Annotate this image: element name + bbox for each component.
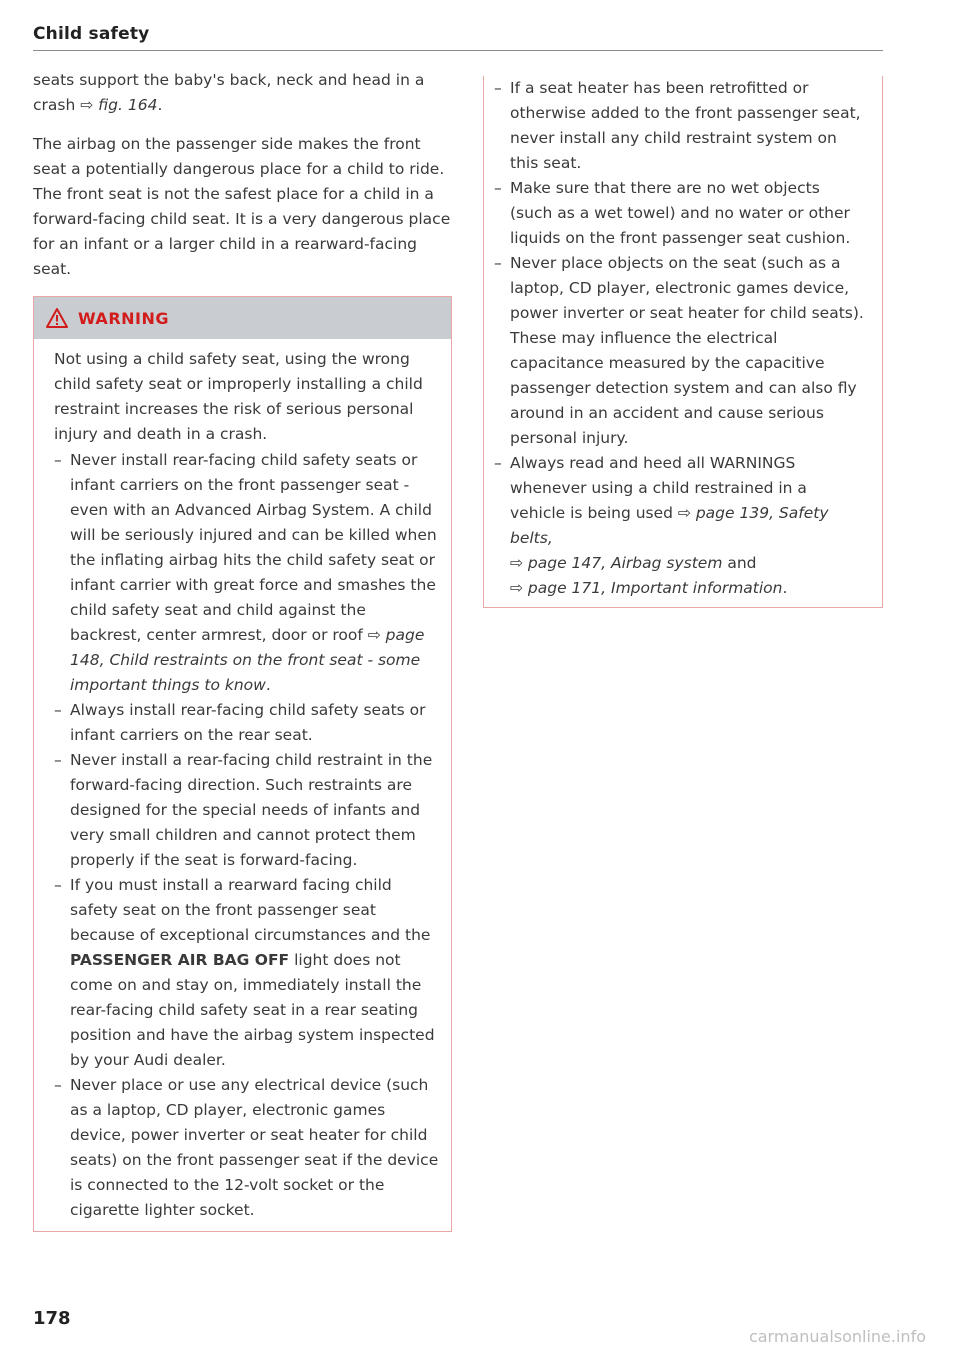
- right-column: [483, 76, 883, 608]
- warning-continuation-list: [494, 76, 866, 601]
- list-item: [494, 451, 866, 601]
- header-divider: [33, 50, 883, 51]
- figure-reference-link[interactable]: ⇨ fig. 164: [80, 96, 158, 114]
- paragraph-airbag: The airbag on the passenger side makes the front seat a potentially dangerous place for a child to ride. The front seat is not the safest place for a child in a forward-facing child seat. It is a very dangerous place for an infant or a larger child in a rearward-facing seat.: [33, 135, 451, 278]
- list-item: [54, 698, 439, 748]
- dash-bullet: –: [54, 701, 62, 719]
- paragraph-intro: [33, 68, 453, 118]
- warning-intro: Not using a child safety seat, using the wrong child safety seat or improperly installing a child restraint increases the risk of serious personal injury and death in a crash.: [54, 350, 423, 443]
- list-item: [494, 251, 866, 451]
- warning-body: [34, 339, 451, 1231]
- dash-bullet: –: [54, 1076, 62, 1094]
- warning-continuation-box: [483, 76, 883, 608]
- list-item-text: and: [722, 554, 757, 572]
- dash-bullet: –: [54, 451, 62, 469]
- list-item-tail: light does not come on and stay on, immediately install the rear-facing child safety seat in a rear seating position and have the airbag system inspected by your Audi dealer.: [70, 951, 435, 1069]
- page-reference-link[interactable]: ⇨ page 147, Airbag system: [510, 554, 723, 572]
- watermark: carmanualsonline.info: [748, 1327, 926, 1346]
- dash-bullet: –: [494, 79, 502, 97]
- list-item-text: Never install a rear-facing child restraint in the forward-facing direction. Such restraints are designed for the special needs of infants and very small children and cannot protect them properly if the seat is forward-facing.: [70, 751, 433, 869]
- left-column: [33, 68, 453, 1232]
- warning-list: [54, 448, 439, 1223]
- page-reference-link[interactable]: ⇨ page 139, Safety belts,: [510, 504, 829, 547]
- paragraph-intro-text: seats support the baby's back, neck and head in a crash: [33, 71, 425, 114]
- warning-triangle-icon: [46, 308, 68, 328]
- dash-bullet: –: [54, 876, 62, 894]
- list-item: [54, 1073, 439, 1223]
- list-item: [494, 176, 866, 251]
- list-item-text: If a seat heater has been retrofitted or otherwise added to the front passenger seat, never install any child restraint system on this seat.: [510, 79, 861, 172]
- list-item-text: If you must install a rearward facing child safety seat on the front passenger seat because of exceptional circumstances and the: [70, 876, 431, 944]
- dash-bullet: –: [494, 454, 502, 472]
- dash-bullet: –: [54, 751, 62, 769]
- list-item-text: Always install rear-facing child safety seats or infant carriers on the rear seat.: [70, 701, 426, 744]
- list-item: [54, 873, 439, 1073]
- section-title: Child safety: [33, 24, 150, 44]
- warning-title: WARNING: [78, 308, 169, 328]
- list-item-text: Never place or use any electrical device (such as a laptop, CD player, electronic games device, power inverter or seat heater for child seats) on the front passenger seat if the device is connected to the 12-volt socket or the cigarette lighter socket.: [70, 1076, 439, 1219]
- page-reference-link[interactable]: ⇨ page 171, Important information: [510, 579, 783, 597]
- list-item: [54, 748, 439, 873]
- list-item: [54, 448, 439, 698]
- list-item-text: Always read and heed all WARNINGS whenever using a child restrained in a vehicle is being used: [510, 454, 807, 522]
- dash-bullet: –: [494, 179, 502, 197]
- dash-bullet: –: [494, 254, 502, 272]
- list-item-text: Never place objects on the seat (such as a laptop, CD player, electronic games device, power inverter or seat heater for child seats). These may influence the electrical capacitance measured by the capacitive passenger detection system and can also fly around in an accident and cause serious personal injury.: [510, 254, 864, 447]
- warning-header: [34, 297, 451, 339]
- list-item-text: Never install rear-facing child safety seats or infant carriers on the front passenger seat - even with an Advanced Airbag System. A child will be seriously injured and can be killed when the inflating airbag hits the child safety seat or infant carrier with great force and smashes the child safety seat and child against the backrest, center armrest, door or roof: [70, 451, 437, 644]
- list-item-tail: .: [265, 676, 271, 694]
- page-reference-link[interactable]: ⇨ page 148, Child restraints on the front seat - some important things to know: [70, 626, 425, 694]
- indicator-light-name: PASSENGER AIR BAG OFF: [70, 951, 290, 969]
- list-item: [494, 76, 866, 176]
- warning-box: [33, 296, 452, 1232]
- page-number: 178: [33, 1308, 71, 1329]
- list-item-text: Make sure that there are no wet objects (such as a wet towel) and no water or other liquids on the front passenger seat cushion.: [510, 179, 851, 247]
- paragraph-intro-tail: .: [157, 96, 163, 114]
- list-item-tail: .: [782, 579, 788, 597]
